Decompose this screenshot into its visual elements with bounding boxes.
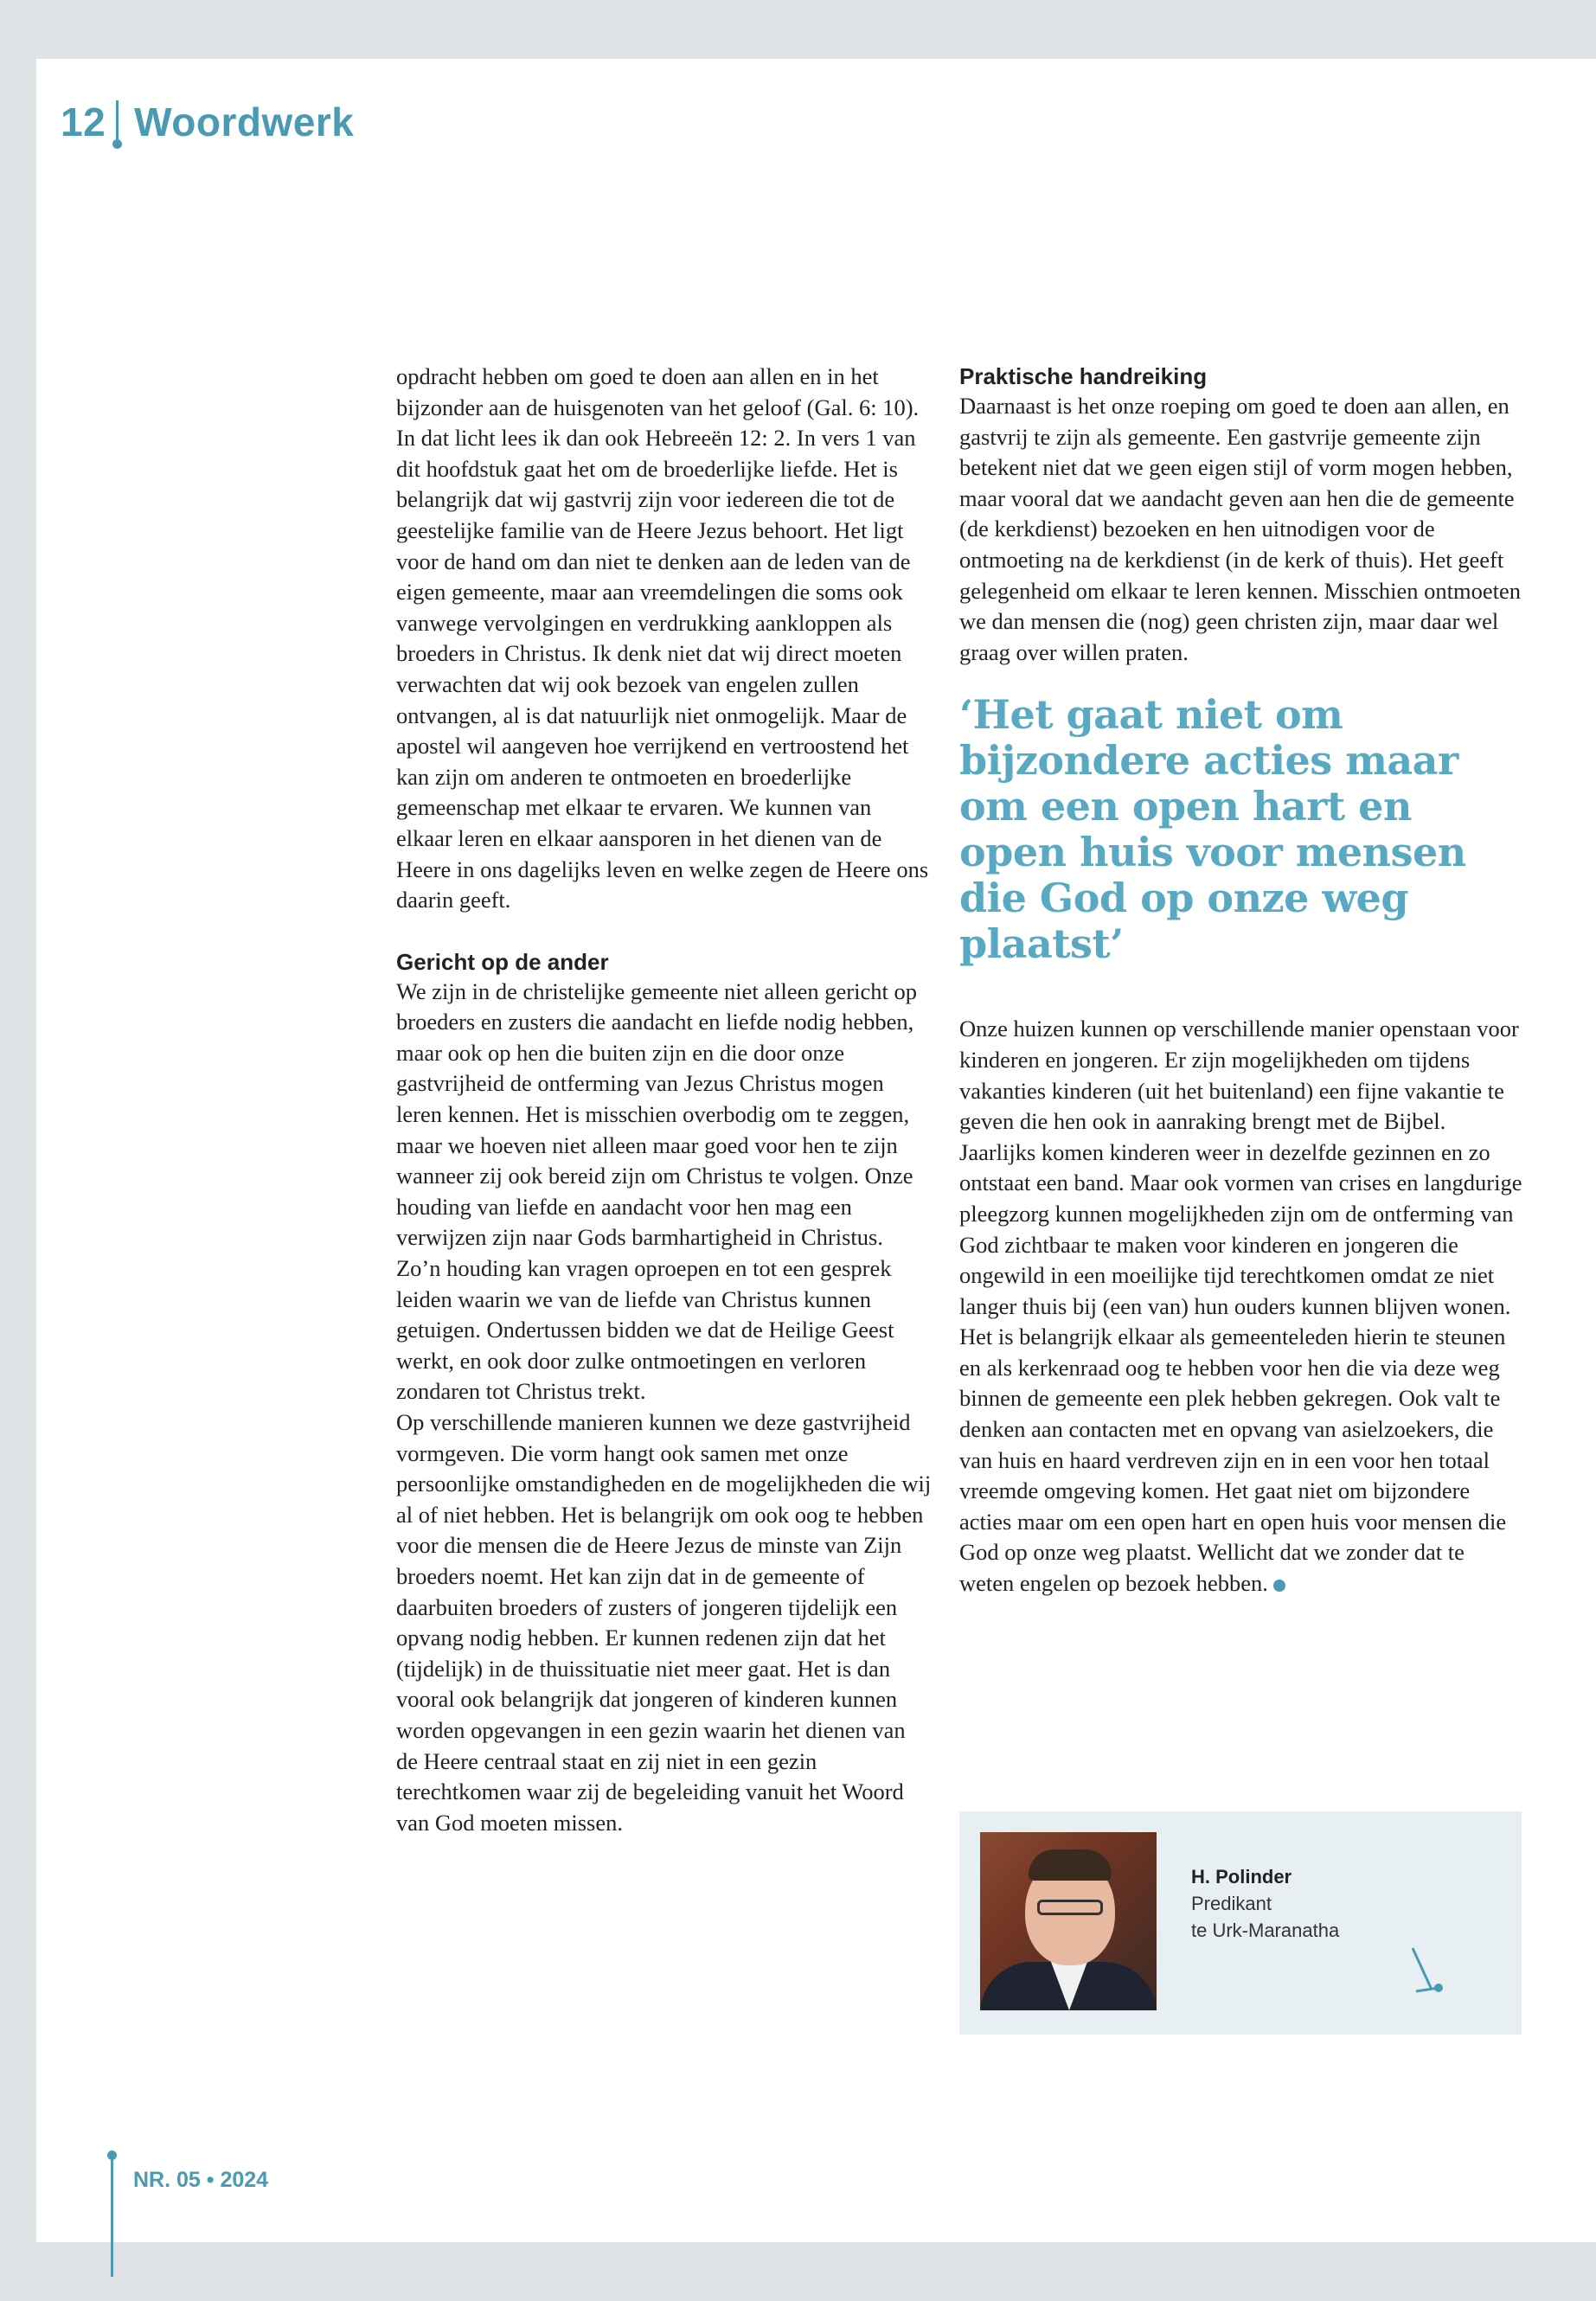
footer-divider xyxy=(111,2156,113,2277)
body-paragraph: Op verschillende manieren kunnen we deze gastvrijheid vormgeven. Die vorm hangt ook samen met onze persoonlijke omstandigheden en de mogelijkheden die wij al of niet hebben. Het is belangrijk om ook oog te hebben voor die mensen die de Heere Jezus de minste van Zijn broeders noemt. Het kan zijn dat in de gemeente of daarbuiten broeders of zusters of jongeren tijdelijk een opvang nodig hebben. Er kunnen redenen zijn dat het (tijdelijk) in de thuissituatie niet meer gaat. Het is dan vooral ook belangrijk dat jongeren of kinderen kunnen worden opgevangen in een gezin waarin het dienen van de Heere centraal staat en zij niet in een gezin terechtkomen waar zij de begeleiding vanuit het Woord van God moeten missen. xyxy=(396,1409,932,1836)
left-column xyxy=(396,362,933,1838)
body-paragraph: opdracht hebben om goed te doen aan allen en in het bijzonder aan de huisgenoten van het geloof (Gal. 6: 10). xyxy=(396,363,920,420)
section-heading: Gericht op de ander xyxy=(396,948,609,975)
right-column xyxy=(959,362,1523,1599)
end-dot-icon xyxy=(1273,1580,1285,1592)
author-role: Predikant xyxy=(1191,1893,1272,1914)
section-heading: Praktische handreiking xyxy=(959,363,1208,389)
issue-number: NR. 05 • 2024 xyxy=(133,2168,269,2192)
page-number: 12 xyxy=(61,99,106,144)
body-paragraph: Onze huizen kunnen op verschillende manier openstaan voor kinderen en jongeren. Er zijn mogelijkheden om tijdens vakanties kinderen (uit het buitenland) een fijne vakantie te geven die hen ook in aanraking brengt met de Bijbel. Jaarlijks komen kinderen weer in dezelfde gezinnen en zo ontstaat een band. Maar ook vormen van crises en langdurige pleegzorg kunnen mogelijkheden zijn om de ontferming van God zichtbaar te maken voor kinderen en jongeren die ongewild in een moeilijke tijd terechtkomen omdat ze niet langer thuis bij (een van) hun ouders kunnen blijven wonen. Het is belangrijk elkaar als gemeenteleden hierin te steunen en als kerkenraad oog te hebben voor hen die via deze weg binnen de gemeente een plek hebben gekregen. Ook valt te denken aan contacten met en opvang van asielzoekers, die van huis en haard verdreven zijn en in een voor hen totaal vreemde omgeving komen. Het gaat niet om bijzondere acties maar om een open hart en open huis voor mensen die God op onze weg plaatst. Wellicht dat we zonder dat te weten engelen op bezoek hebben. xyxy=(959,1016,1522,1597)
pull-quote: ‘Het gaat niet om bijzondere acties maar om een open hart en open huis voor mensen die God op onze weg plaatst’ xyxy=(959,691,1466,968)
pen-mark-icon xyxy=(1409,1946,1447,1998)
body-paragraph: We zijn in de christelijke gemeente niet alleen gericht op broeders en zusters die aandacht en liefde nodig hebben, maar ook op hen die buiten zijn en die door onze gastvrijheid de ontferming van Jezus Christus mogen leren kennen. Het is misschien overbodig om te zeggen, maar we hoeven niet alleen maar goed voor hen te zijn wanneer zij ook bereid zijn om Christus te volgen. Onze houding van liefde en aandacht voor hen mag een verwijzen zijn naar Gods barmhartigheid in Christus. Zo’n houding kan vragen oproepen en tot een gesprek leiden waarin we van de liefde van Christus kunnen getuigen. Ondertussen bidden we dat de Heilige Geest werkt, en ook door zulke ontmoetingen en verloren zondaren tot Christus trekt. xyxy=(396,977,917,1405)
page-header xyxy=(61,99,354,145)
author-photo xyxy=(980,1832,1157,2010)
author-church: te Urk-Maranatha xyxy=(1191,1920,1340,1941)
header-divider xyxy=(116,100,119,144)
author-info xyxy=(1191,1863,1339,1944)
body-paragraph: Daarnaast is het onze roeping om goed te doen aan allen, en gastvrij te zijn als gemeente. Een gastvrije gemeente zijn betekent niet dat we geen eigen stijl of vorm mogen hebben, maar vooral dat we aandacht geven aan hen die de gemeente (de kerkdienst) bezoeken en hen uitnodigen voor de ontmoeting na de kerkdienst (in de kerk of thuis). Het geeft gelegenheid om elkaar te leren kennen. Misschien ontmoeten we dan mensen die (nog) geen christen zijn, maar daar wel graag over willen praten. xyxy=(959,393,1522,665)
author-box xyxy=(959,1811,1522,2035)
author-name: H. Polinder xyxy=(1191,1866,1292,1888)
body-paragraph: In dat licht lees ik dan ook Hebreeën 12: 2. In vers 1 van dit hoofdstuk gaat het om de broederlijke liefde. Het is belangrijk dat wij gastvrij zijn voor iedereen die tot de geestelijke familie van de Heere Jezus behoort. Het ligt voor de hand om dan niet te denken aan de leden van de eigen gemeente, maar aan vreemdelingen die soms ook vanwege vervolgingen en verdrukking aankloppen als broeders in Christus. Ik denk niet dat wij direct moeten verwachten dat wij ook bezoek van engelen zullen ontvangen, al is dat natuurlijk niet onmogelijk. Maar de apostel wil aangeven hoe verrijkend en vertroostend het kan zijn om anderen te ontmoeten en broederlijke gemeenschap met elkaar te ervaren. We kunnen van elkaar leren en elkaar aansporen in het dienen van de Heere in ons dagelijks leven en welke zegen de Heere ons daarin geeft. xyxy=(396,425,929,913)
section-title: Woordwerk xyxy=(134,99,355,144)
